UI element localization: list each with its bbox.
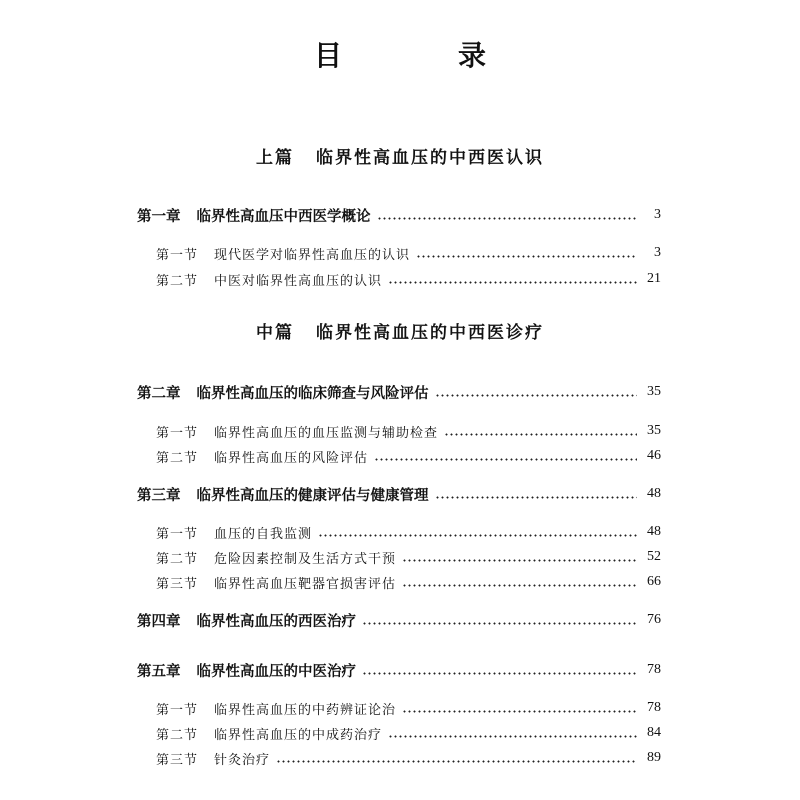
- dot-leader: [435, 483, 638, 505]
- section-label: 第二节 中医对临界性高血压的认识: [156, 273, 383, 289]
- page-number: 89: [647, 750, 661, 765]
- dot-leader: [444, 420, 637, 442]
- page-number: 48: [647, 524, 661, 539]
- section-label: 第二节 临界性高血压的中成药治疗: [156, 727, 383, 743]
- page-number: 21: [647, 271, 661, 286]
- page-number: 46: [647, 448, 661, 463]
- dot-leader: [318, 521, 637, 543]
- dot-leader: [402, 697, 637, 719]
- dot-leader: [402, 571, 637, 593]
- page-number: 84: [647, 725, 661, 740]
- dot-leader: [374, 445, 637, 467]
- toc-section[interactable]: [156, 420, 661, 442]
- section-label: 第三节 针灸治疗: [156, 752, 271, 768]
- dot-leader: [388, 722, 637, 744]
- toc-section[interactable]: [156, 571, 661, 593]
- chapter-label: 第三章 临界性高血压的健康评估与健康管理: [137, 487, 429, 504]
- toc-section[interactable]: [156, 722, 661, 744]
- section-label: 第二节 危险因素控制及生活方式干预: [156, 551, 397, 567]
- page-number: 3: [654, 245, 661, 260]
- toc-chapter-2[interactable]: [137, 381, 661, 403]
- dot-leader: [377, 204, 638, 226]
- page-number: 35: [647, 384, 661, 399]
- section-label: 第一节 临界性高血压的中药辨证论治: [156, 702, 397, 718]
- toc-section[interactable]: [156, 546, 661, 568]
- dot-leader: [416, 242, 637, 264]
- toc-section[interactable]: [156, 697, 661, 719]
- page-number: 48: [647, 486, 661, 501]
- part-title: 临界性高血压的中西医认识: [316, 148, 544, 168]
- dot-leader: [276, 747, 637, 769]
- chapter-label: 第五章 临界性高血压的中医治疗: [137, 663, 356, 680]
- page-number: 66: [647, 574, 661, 589]
- chapter-label: 第二章 临界性高血压的临床筛查与风险评估: [137, 385, 429, 402]
- section-label: 第一节 现代医学对临界性高血压的认识: [156, 247, 411, 263]
- toc-section[interactable]: [156, 747, 661, 769]
- page-number: 35: [647, 423, 661, 438]
- part-heading-middle: [0, 318, 800, 343]
- part-heading-upper: [0, 143, 800, 168]
- part-title: 临界性高血压的中西医诊疗: [316, 323, 544, 343]
- toc-chapter-5[interactable]: [137, 659, 661, 681]
- chapter-label: 第四章 临界性高血压的西医治疗: [137, 613, 356, 630]
- section-label: 第三节 临界性高血压靶器官损害评估: [156, 576, 397, 592]
- section-label: 第二节 临界性高血压的风险评估: [156, 450, 369, 466]
- section-label: 第一节 临界性高血压的血压监测与辅助检查: [156, 425, 439, 441]
- page-number: 78: [647, 662, 661, 677]
- toc-section[interactable]: [156, 268, 661, 290]
- part-label: 上篇: [256, 148, 294, 168]
- section-label: 第一节 血压的自我监测: [156, 526, 313, 542]
- part-label: 中篇: [256, 323, 294, 343]
- page-number: 3: [654, 207, 661, 222]
- dot-leader: [402, 546, 637, 568]
- dot-leader: [388, 268, 637, 290]
- dot-leader: [362, 609, 637, 631]
- chapter-label: 第一章 临界性高血压中西医学概论: [137, 208, 371, 225]
- toc-section[interactable]: [156, 445, 661, 467]
- page-number: 52: [647, 549, 661, 564]
- dot-leader: [362, 659, 637, 681]
- page-title: 目 录: [313, 39, 530, 72]
- dot-leader: [435, 381, 638, 403]
- page-number: 78: [647, 700, 661, 715]
- toc-chapter-1[interactable]: [137, 204, 661, 226]
- toc-section[interactable]: [156, 242, 661, 264]
- page-number: 76: [647, 612, 661, 627]
- toc-chapter-3[interactable]: [137, 483, 661, 505]
- toc-chapter-4[interactable]: [137, 609, 661, 631]
- toc-section[interactable]: [156, 521, 661, 543]
